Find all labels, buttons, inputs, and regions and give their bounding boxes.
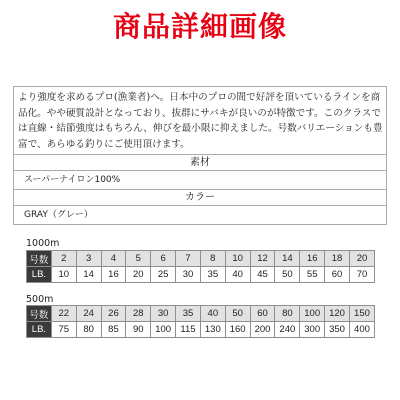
color-header: カラー bbox=[14, 190, 386, 206]
go-cell: 28 bbox=[126, 306, 151, 322]
lb-cell: 70 bbox=[349, 267, 374, 283]
spec-table-500m bbox=[26, 305, 375, 338]
table-1000m-label: 1000m bbox=[26, 238, 60, 249]
go-row-header: 号数 bbox=[27, 251, 52, 267]
lb-row-header: LB. bbox=[27, 322, 52, 338]
go-cell: 24 bbox=[76, 306, 101, 322]
go-cell: 40 bbox=[200, 306, 225, 322]
go-cell: 2 bbox=[51, 251, 76, 267]
go-cell: 150 bbox=[349, 306, 374, 322]
go-row bbox=[27, 306, 375, 322]
product-description-box bbox=[13, 86, 387, 225]
lb-cell: 55 bbox=[300, 267, 325, 283]
lb-row bbox=[27, 267, 375, 283]
lb-cell: 50 bbox=[275, 267, 300, 283]
lb-cell: 35 bbox=[200, 267, 225, 283]
go-cell: 5 bbox=[126, 251, 151, 267]
lb-cell: 160 bbox=[225, 322, 250, 338]
spec-table-1000m bbox=[26, 250, 375, 283]
color-value: GRAY（グレー） bbox=[24, 210, 93, 220]
go-cell: 50 bbox=[225, 306, 250, 322]
go-cell: 3 bbox=[76, 251, 101, 267]
lb-cell: 30 bbox=[176, 267, 201, 283]
lb-cell: 45 bbox=[250, 267, 275, 283]
product-description: より強度を求めるプロ(漁業者)へ。日本中のプロの間で好評を頂いているラインを商品化。やや硬質設計となっており、抜群にサバキが良いのが特徴です。このクラスでは直線・結節強度はもちろん、伸びを最小限に抑えました。号数バリエーションも豊富で、あらゆる釣りにご使用頂けます。 bbox=[14, 87, 386, 155]
material-header: 素材 bbox=[14, 155, 386, 171]
go-cell: 10 bbox=[225, 251, 250, 267]
lb-cell: 16 bbox=[101, 267, 126, 283]
page-title: 商品詳細画像 bbox=[112, 10, 287, 43]
go-cell: 60 bbox=[250, 306, 275, 322]
go-cell: 6 bbox=[151, 251, 176, 267]
lb-cell: 130 bbox=[200, 322, 225, 338]
go-cell: 120 bbox=[325, 306, 350, 322]
go-row bbox=[27, 251, 375, 267]
lb-cell: 300 bbox=[300, 322, 325, 338]
go-cell: 16 bbox=[300, 251, 325, 267]
lb-cell: 350 bbox=[325, 322, 350, 338]
lb-cell: 25 bbox=[151, 267, 176, 283]
go-cell: 8 bbox=[200, 251, 225, 267]
go-cell: 18 bbox=[325, 251, 350, 267]
lb-cell: 240 bbox=[275, 322, 300, 338]
go-cell: 22 bbox=[51, 306, 76, 322]
lb-cell: 20 bbox=[126, 267, 151, 283]
lb-cell: 60 bbox=[325, 267, 350, 283]
go-cell: 26 bbox=[101, 306, 126, 322]
go-cell: 12 bbox=[250, 251, 275, 267]
lb-cell: 100 bbox=[151, 322, 176, 338]
table-500m-label: 500m bbox=[26, 294, 54, 305]
lb-cell: 400 bbox=[349, 322, 374, 338]
go-cell: 4 bbox=[101, 251, 126, 267]
lb-cell: 10 bbox=[51, 267, 76, 283]
go-row-header: 号数 bbox=[27, 306, 52, 322]
go-cell: 7 bbox=[176, 251, 201, 267]
lb-row-header: LB. bbox=[27, 267, 52, 283]
go-cell: 20 bbox=[349, 251, 374, 267]
lb-cell: 115 bbox=[176, 322, 201, 338]
lb-cell: 200 bbox=[250, 322, 275, 338]
go-cell: 100 bbox=[300, 306, 325, 322]
go-cell: 14 bbox=[275, 251, 300, 267]
lb-cell: 40 bbox=[225, 267, 250, 283]
material-value: スーパーナイロン100% bbox=[14, 171, 386, 190]
go-cell: 80 bbox=[275, 306, 300, 322]
go-cell: 35 bbox=[176, 306, 201, 322]
lb-cell: 90 bbox=[126, 322, 151, 338]
lb-cell: 85 bbox=[101, 322, 126, 338]
lb-row bbox=[27, 322, 375, 338]
lb-cell: 80 bbox=[76, 322, 101, 338]
lb-cell: 75 bbox=[51, 322, 76, 338]
go-cell: 30 bbox=[151, 306, 176, 322]
lb-cell: 14 bbox=[76, 267, 101, 283]
